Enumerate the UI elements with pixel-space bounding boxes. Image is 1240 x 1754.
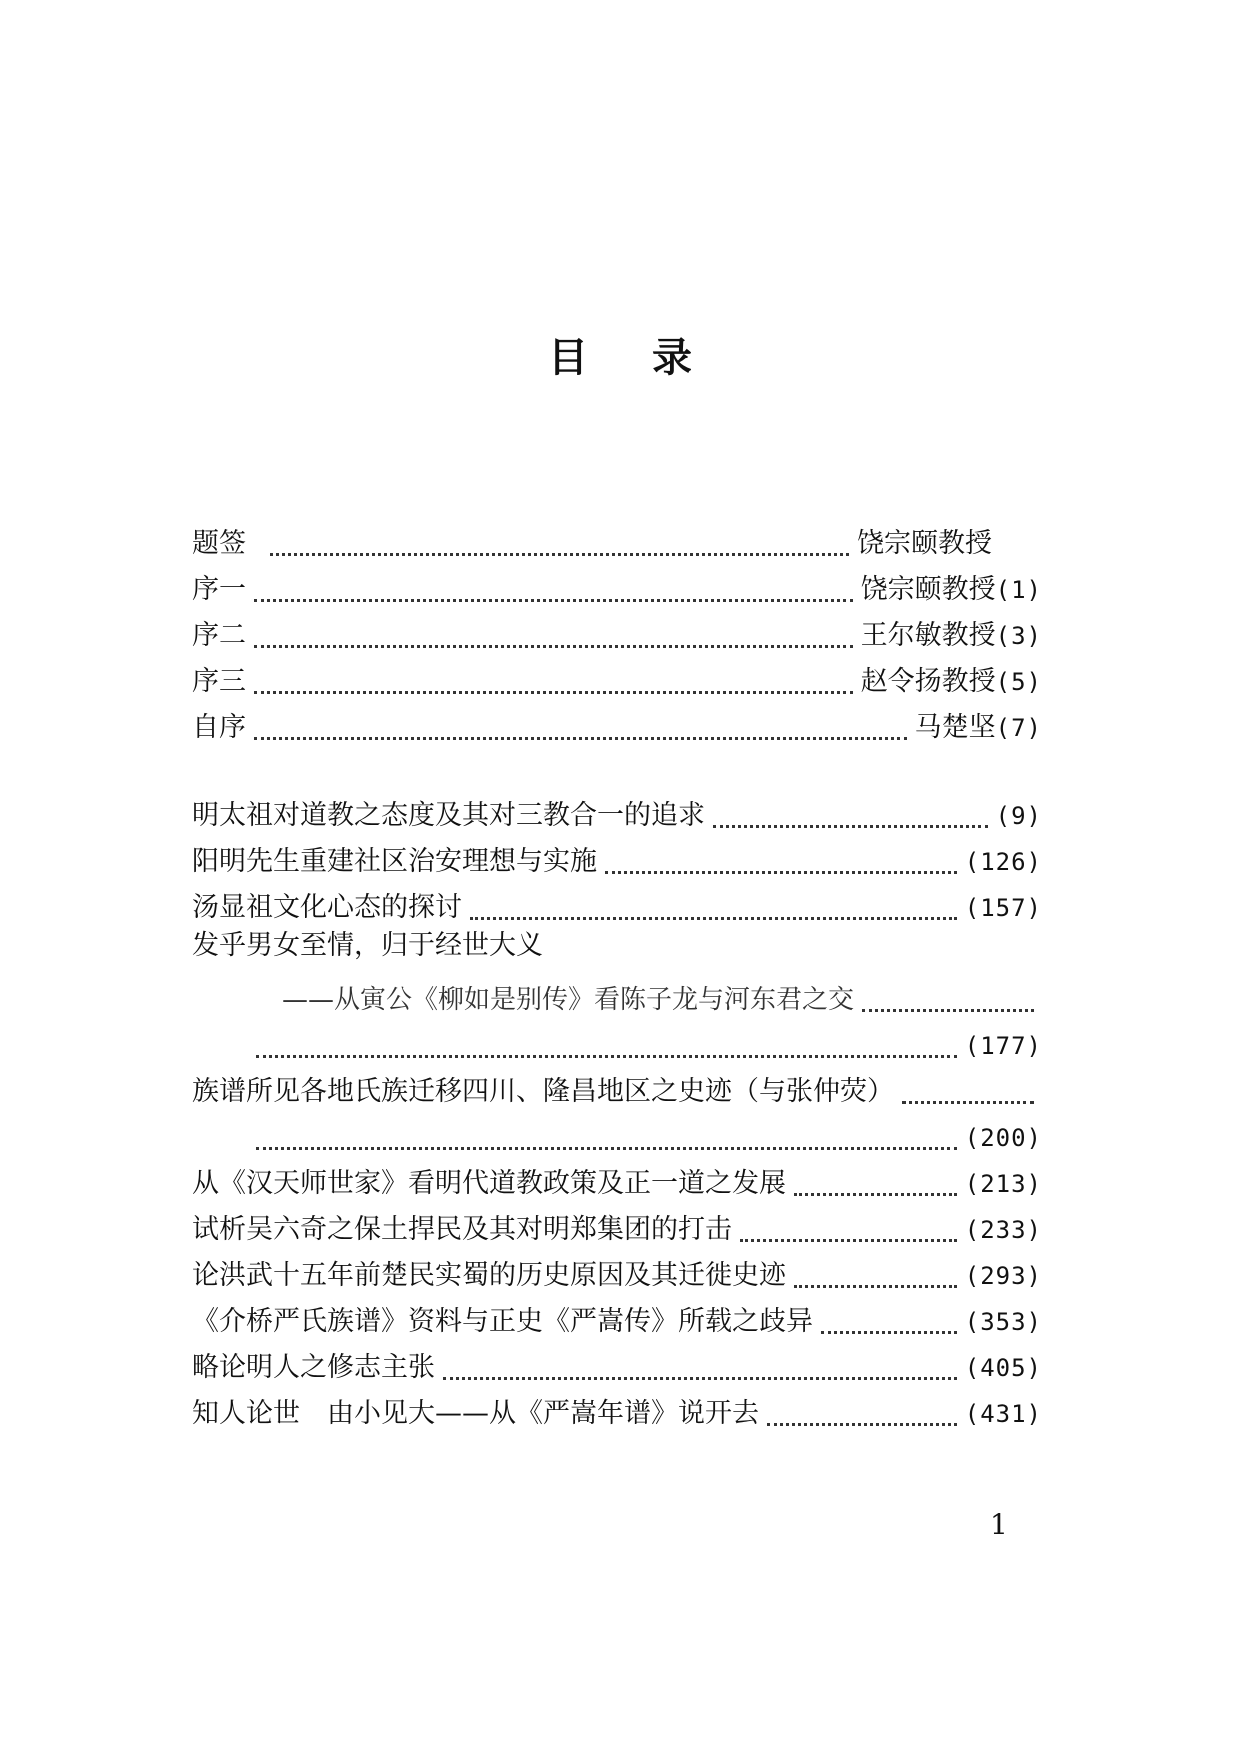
entry-page: (157) — [964, 894, 1042, 922]
entry-title: 发乎男女至情，归于经世大义 — [192, 930, 543, 961]
dot-leader — [270, 526, 849, 556]
page-number: 1 — [990, 1508, 1008, 1541]
toc-entry-preface-2[interactable] — [192, 614, 1042, 660]
entry-author: 马楚坚 — [914, 712, 996, 743]
entry-author: 饶宗颐教授 — [857, 528, 992, 559]
entry-author: 赵令扬教授 — [860, 666, 996, 697]
entry-page: (200) — [964, 1124, 1042, 1152]
entry-label: 序三 — [192, 666, 246, 697]
toc-entry-chapter-10[interactable] — [192, 1346, 1042, 1392]
dot-leader — [443, 1350, 957, 1380]
entry-page: (177) — [964, 1032, 1042, 1060]
dot-leader — [254, 710, 907, 740]
dot-leader — [821, 1304, 957, 1334]
toc-entry-chapter-8[interactable] — [192, 1254, 1042, 1300]
dot-leader — [605, 844, 957, 874]
entry-page: (9) — [995, 802, 1042, 830]
toc-entry-author-preface[interactable] — [192, 706, 1042, 752]
entry-page: (293) — [964, 1262, 1042, 1290]
toc-entry-preface-1[interactable] — [192, 568, 1042, 614]
dot-leader — [794, 1166, 957, 1196]
entry-label: 序一 — [192, 574, 246, 605]
dot-leader — [794, 1258, 957, 1288]
entry-title: 《介桥严氏族谱》资料与正史《严嵩传》所载之歧异 — [192, 1306, 813, 1337]
entry-page: (405) — [964, 1354, 1042, 1382]
chapter-list — [192, 794, 1042, 1438]
toc-entry-chapter-1[interactable] — [192, 794, 1042, 840]
entry-author: 饶宗颐教授 — [860, 574, 996, 605]
entry-page: (213) — [964, 1170, 1042, 1198]
toc-entry-chapter-7[interactable] — [192, 1208, 1042, 1254]
dot-leader — [256, 1028, 957, 1058]
entry-title: 阳明先生重建社区治安理想与实施 — [192, 846, 597, 877]
dot-leader — [254, 572, 853, 602]
entry-page: (431) — [964, 1400, 1042, 1428]
dot-leader — [862, 982, 1034, 1012]
entry-page: (5) — [995, 668, 1042, 696]
entry-title: 略论明人之修志主张 — [192, 1352, 435, 1383]
dot-leader — [470, 890, 957, 920]
entry-page: (126) — [964, 848, 1042, 876]
entry-label: 自序 — [192, 712, 246, 743]
toc-entry-chapter-2[interactable] — [192, 840, 1042, 886]
toc-entry-chapter-3[interactable] — [192, 886, 1042, 932]
entry-page: (1) — [995, 576, 1042, 604]
entry-title: 知人论世 由小见大——从《严嵩年谱》说开去 — [192, 1398, 759, 1429]
entry-title: 试析吴六奇之保土捍民及其对明郑集团的打击 — [192, 1214, 732, 1245]
toc-entry-chapter-5[interactable] — [192, 1070, 1042, 1116]
toc-entry-chapter-4-subtitle — [192, 978, 1042, 1024]
toc-entry-chapter-4[interactable] — [192, 932, 1042, 978]
entry-title: 汤显祖文化心态的探讨 — [192, 892, 462, 923]
toc-entry-chapter-4-page — [192, 1024, 1042, 1070]
entry-title: 论洪武十五年前楚民实蜀的历史原因及其迁徙史迹 — [192, 1260, 786, 1291]
entry-page: (233) — [964, 1216, 1042, 1244]
toc-entry-preface-3[interactable] — [192, 660, 1042, 706]
dot-leader — [254, 664, 853, 694]
dot-leader — [256, 1120, 957, 1150]
entry-title: 从《汉天师世家》看明代道教政策及正一道之发展 — [192, 1168, 786, 1199]
toc-entry-chapter-6[interactable] — [192, 1162, 1042, 1208]
entry-subtitle: ——从寅公《柳如是别传》看陈子龙与河东君之交 — [282, 985, 855, 1015]
page-title: 目录 — [548, 335, 756, 381]
toc-entry-chapter-11[interactable] — [192, 1392, 1042, 1438]
dot-leader — [713, 798, 988, 828]
entry-page: (7) — [995, 714, 1042, 742]
entry-label: 题签 — [192, 528, 246, 559]
entry-page: (3) — [995, 622, 1042, 650]
toc-entry-chapter-9[interactable] — [192, 1300, 1042, 1346]
dot-leader — [767, 1396, 957, 1426]
dot-leader — [740, 1212, 957, 1242]
entry-page: (353) — [964, 1308, 1042, 1336]
dot-leader — [902, 1074, 1034, 1104]
front-matter-list — [192, 522, 1042, 752]
entry-author: 王尔敏教授 — [860, 620, 996, 651]
entry-title: 明太祖对道教之态度及其对三教合一的追求 — [192, 800, 705, 831]
entry-label: 序二 — [192, 620, 246, 651]
toc-entry-chapter-5-page — [192, 1116, 1042, 1162]
dot-leader — [254, 618, 853, 648]
toc-entry-tiqian[interactable] — [192, 522, 1042, 568]
entry-title: 族谱所见各地氏族迁移四川、隆昌地区之史迹（与张仲荧） — [192, 1076, 894, 1107]
